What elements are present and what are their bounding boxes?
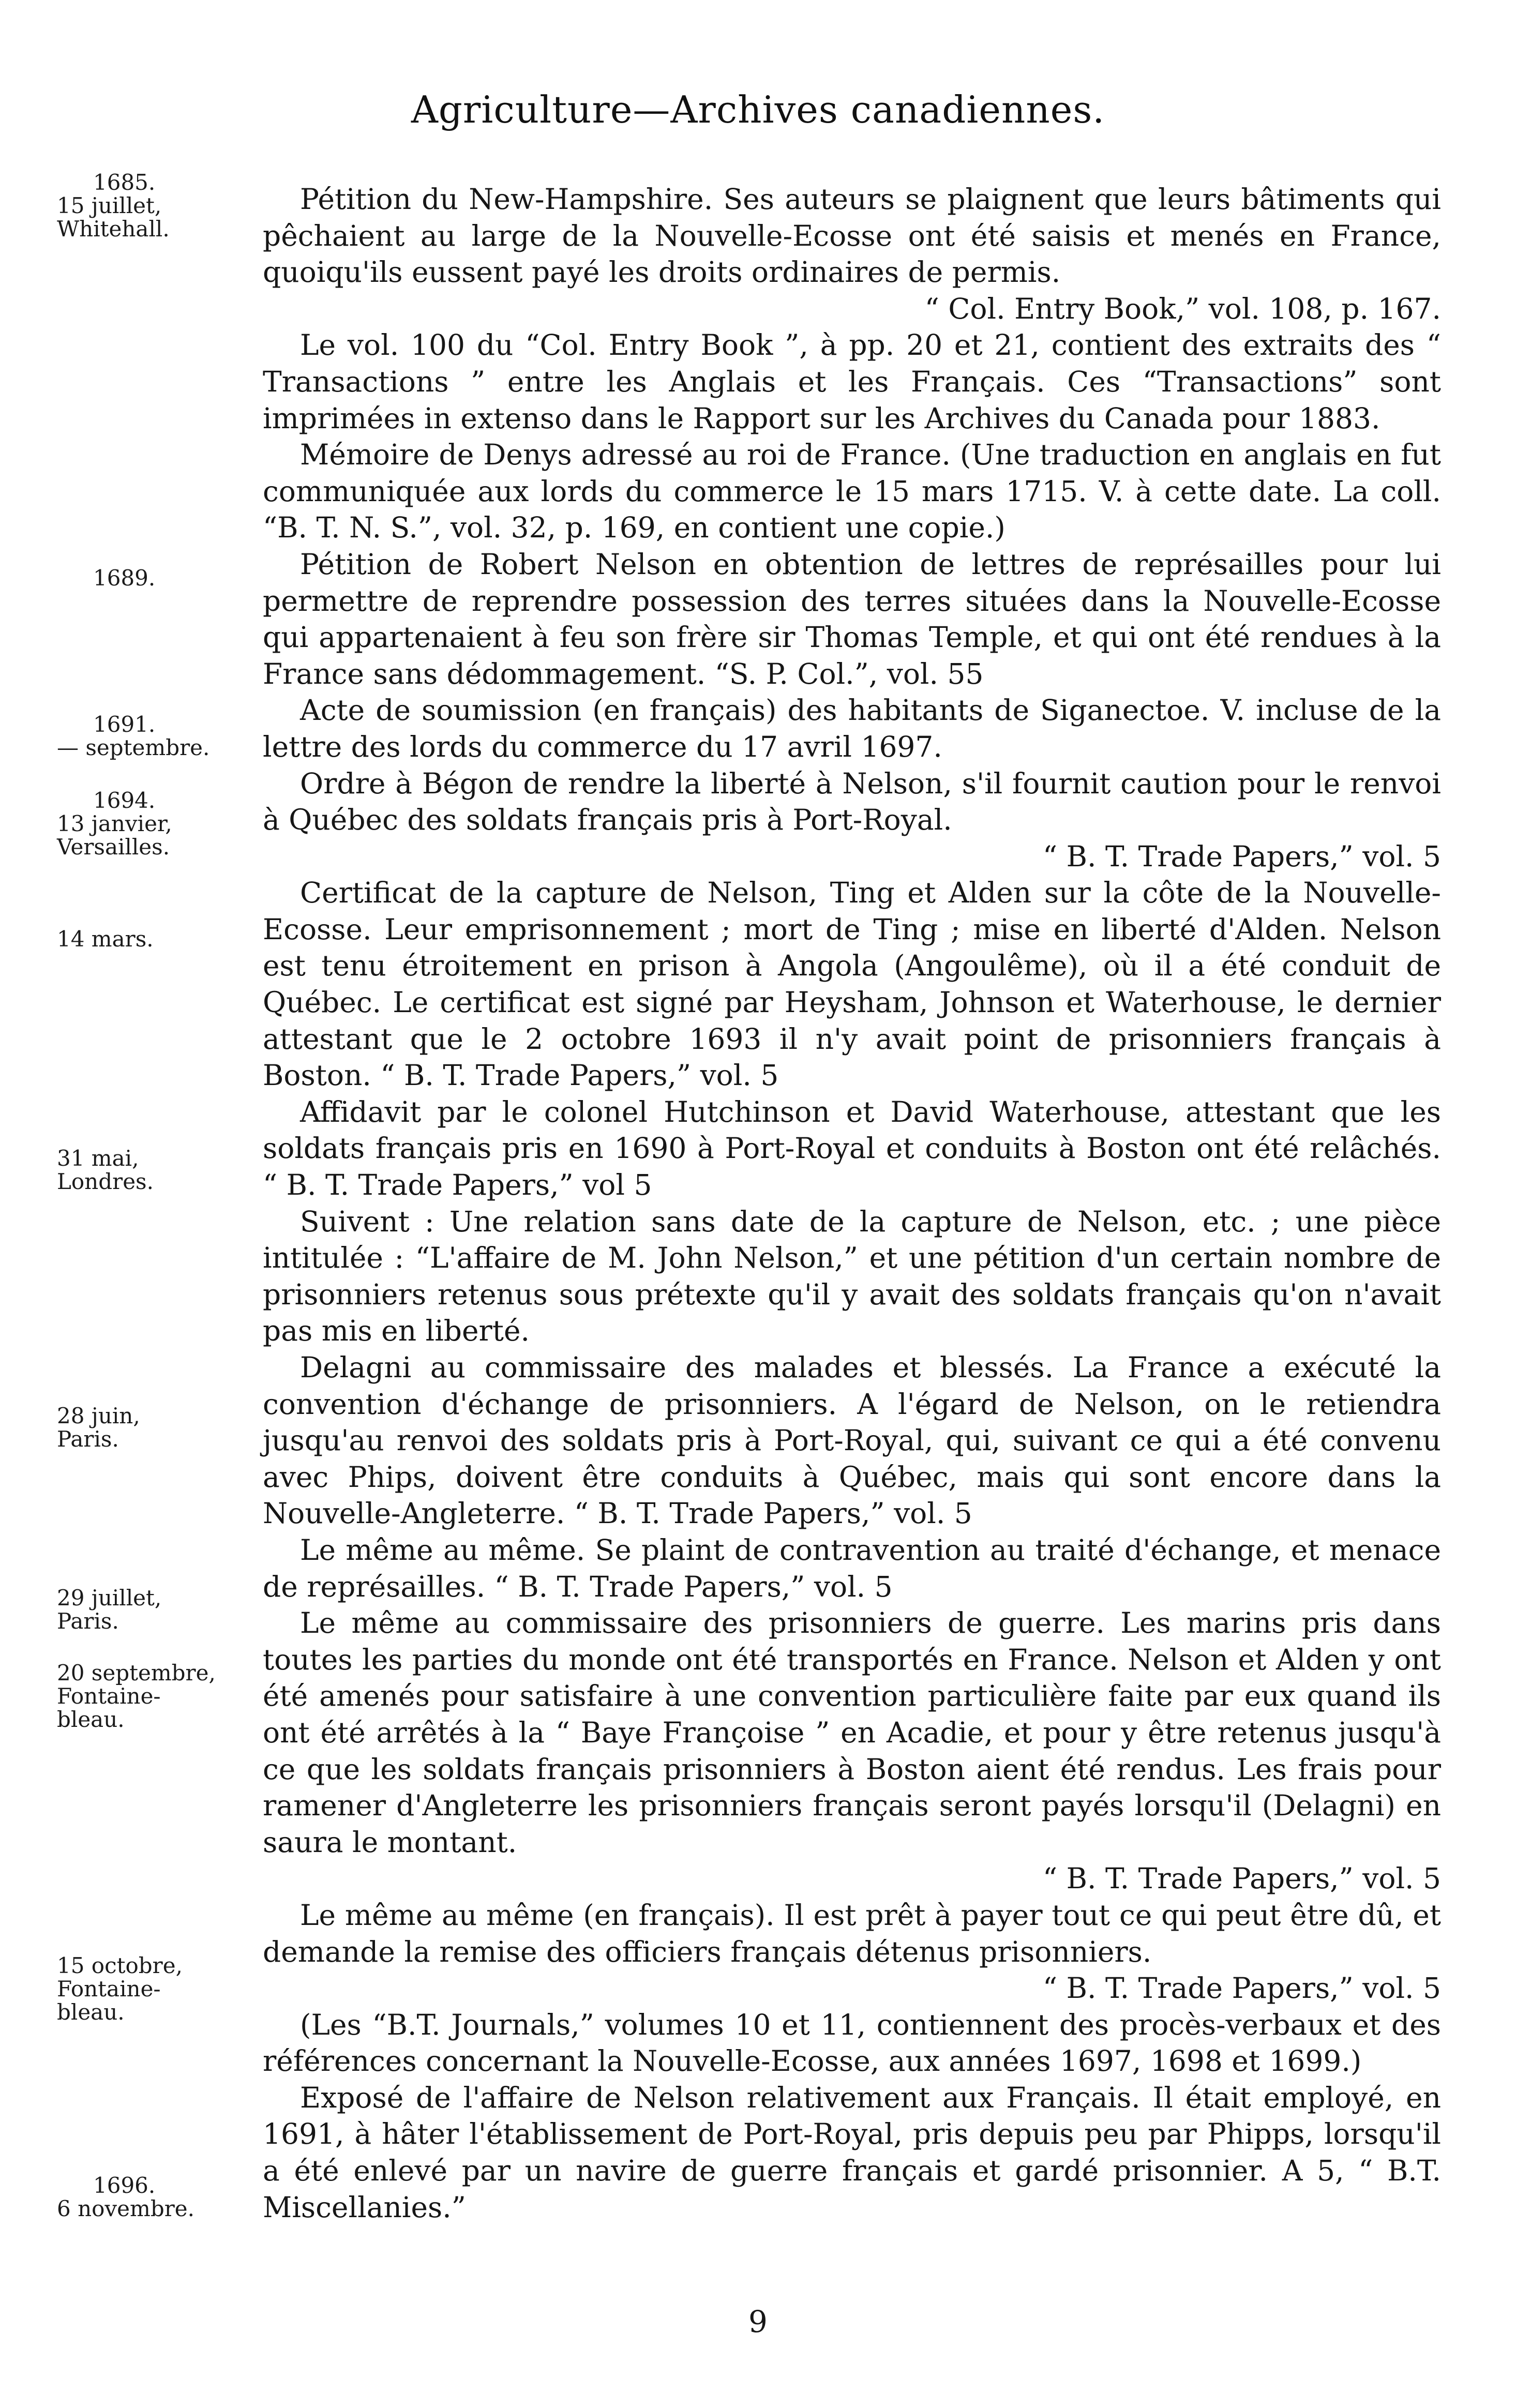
entry-paragraph: Certificat de la capture de Nelson, Ting et Alden sur la côte de la Nouvelle-Ecosse. Leur emprisonnement ; mort de Ting ; mise en liberté d'Alden. Nelson est tenu étroitement en prison à Angola (Angoulême), où il a été conduit de Québec. Le certificat est signé par Heysham, Johnson et Waterhouse, le dernier attestant que le 2 octobre 1693 il n'y avait point de prisonniers français à Boston. “ B. T. Trade Papers,” vol. 5	[263, 876, 1441, 1092]
margin-line: 28 juin,	[57, 1403, 140, 1428]
margin-line: 13 janvier,	[57, 811, 172, 836]
margin-line: 1696.	[93, 2173, 156, 2198]
margin-date-1694	[57, 789, 253, 859]
margin-line: Paris.	[57, 1426, 119, 1452]
entry-paragraph: Pétition du New-Hampshire. Ses auteurs se plaignent que leurs bâtiments qui pêchaient au large de la Nouvelle-Ecosse ont été saisis et menés en France, quoiqu'ils eussent payé les droits ordinaires de permis.	[263, 183, 1441, 289]
margin-date-1691	[57, 713, 253, 759]
margin-line: Paris.	[57, 1608, 119, 1634]
margin-line: Versailles.	[57, 834, 170, 860]
page-number: 9	[748, 2304, 768, 2339]
entry-paragraph: Acte de soumission (en français) des habitants de Siganectoe. V. incluse de la lettre des lords du commerce du 17 avril 1697.	[263, 694, 1441, 763]
margin-line: 1691.	[93, 712, 156, 737]
margin-line: 6 novembre.	[57, 2196, 194, 2221]
page-title: Agriculture—Archives canadiennes.	[411, 88, 1105, 131]
entry-paragraph: (Les “B.T. Journals,” volumes 10 et 11, contiennent des procès-verbaux et des références concernant la Nouvelle-Ecosse, aux années 1697, 1698 et 1699.)	[263, 2008, 1441, 2078]
margin-date-1689	[57, 566, 253, 590]
entry-paragraph: Pétition de Robert Nelson en obtention de lettres de représailles pour lui permettre de reprendre possession des terres situées dans la Nouvelle-Ecosse qui appartenaient à feu son frère sir Thomas Temple, et qui ont été rendues à la France sans dédommagement. “S. P. Col.”, vol. 55	[263, 547, 1441, 690]
entry-paragraph: Le même au même. Se plaint de contravention au traité d'échange, et menace de représailles. “ B. T. Trade Papers,” vol. 5	[263, 1533, 1441, 1603]
margin-line: 31 mai,	[57, 1146, 139, 1171]
entry-paragraph: Le même au même (en français). Il est prêt à payer tout ce qui peut être dû, et demande la remise des officiers français détenus prisonniers.	[263, 1898, 1441, 1968]
entry-paragraph: Affidavit par le colonel Hutchinson et David Waterhouse, attestant que les soldats français pris en 1690 à Port-Royal et conduits à Boston ont été relâchés. “ B. T. Trade Papers,” vol 5	[263, 1095, 1441, 1202]
margin-date-28-juin	[57, 1404, 253, 1451]
entry-source: “ B. T. Trade Papers,” vol. 5	[1043, 839, 1441, 873]
entry-source: “ Col. Entry Book,” vol. 108, p. 167.	[924, 292, 1441, 325]
margin-line: 1694.	[93, 788, 156, 813]
entry-paragraph: Ordre à Bégon de rendre la liberté à Nelson, s'il fournit caution pour le renvoi à Québec des soldats français pris à Port-Royal.	[263, 766, 1441, 837]
margin-line: 29 juillet,	[57, 1585, 162, 1611]
margin-line: 15 octobre,	[57, 1953, 183, 1978]
margin-line: Londres.	[57, 1169, 154, 1194]
margin-line: bleau.	[57, 1707, 125, 1732]
entry-paragraph: Delagni au commissaire des malades et blessés. La France a exécuté la convention d'échange de prisonniers. A l'égard de Nelson, on le retiendra jusqu'au renvoi des soldats pris à Port-Royal, qui, suivant ce qui a été convenu avec Phips, doivent être conduits à Québec, mais qui sont encore dans la Nouvelle-Angleterre. “ B. T. Trade Papers,” vol. 5	[263, 1351, 1441, 1530]
margin-date-29-juillet	[57, 1586, 253, 1633]
margin-line: bleau.	[57, 1999, 125, 2025]
margin-line: — septembre.	[57, 735, 210, 760]
margin-date-15-octobre	[57, 1954, 253, 2024]
margin-date-20-septembre	[57, 1661, 253, 1731]
margin-date-1685	[57, 171, 253, 240]
entry-paragraph: Le vol. 100 du “Col. Entry Book ”, à pp. 20 et 21, contient des extraits des “ Transactions ” entre les Anglais et les Français. Ces “Transactions” sont imprimées in extenso dans le Rapport sur les Archives du Canada pour 1883.	[263, 328, 1441, 435]
margin-line: 1685.	[93, 170, 156, 195]
entry-paragraph: Le même au commissaire des prisonniers de guerre. Les marins pris dans toutes les parties du monde ont été transportés en France. Nelson et Alden y ont été amenés pour satisfaire à une convention particulière faite par eux quand ils ont été arrêtés à la “ Baye Françoise ” en Acadie, et pour y être retenus jusqu'à ce que les soldats français prisonniers à Boston aient été rendus. Les frais pour ramener d'Angleterre les prisonniers français seront payés lorsqu'il (Delagni) en saura le montant.	[263, 1606, 1441, 1859]
margin-line: 1689.	[93, 565, 156, 591]
entry-paragraph: Mémoire de Denys adressé au roi de France. (Une traduction en anglais en fut communiquée aux lords du commerce le 15 mars 1715. V. à cette date. La coll. “B. T. N. S.”, vol. 32, p. 169, en contient une copie.)	[263, 438, 1441, 545]
document-body	[263, 181, 1441, 2225]
margin-date-1696	[57, 2174, 253, 2220]
margin-line: 20 septembre,	[57, 1660, 216, 1685]
margin-line: Fontaine-	[57, 1976, 161, 2001]
margin-line: 14 mars.	[57, 926, 154, 952]
entry-paragraph: Exposé de l'affaire de Nelson relativement aux Français. Il était employé, en 1691, à hâter l'établissement de Port-Royal, pris depuis peu par Phipps, lorsqu'il a été enlevé par un navire de guerre français et gardé prisonnier. A 5, “ B.T. Miscellanies.”	[263, 2081, 1441, 2224]
margin-date-31-mai	[57, 1147, 253, 1193]
margin-date-14-mars	[57, 927, 253, 951]
entry-paragraph: Suivent : Une relation sans date de la capture de Nelson, etc. ; une pièce intitulée : “L'affaire de M. John Nelson,” et une pétition d'un certain nombre de prisonniers retenus sous prétexte qu'il y avait des soldats français qu'on n'avait pas mis en liberté.	[263, 1205, 1441, 1348]
margin-line: 15 juillet,	[57, 193, 162, 218]
entry-source: “ B. T. Trade Papers,” vol. 5	[1043, 1971, 1441, 2005]
margin-line: Whitehall.	[57, 216, 170, 242]
margin-line: Fontaine-	[57, 1683, 161, 1709]
entry-source: “ B. T. Trade Papers,” vol. 5	[1043, 1862, 1441, 1895]
